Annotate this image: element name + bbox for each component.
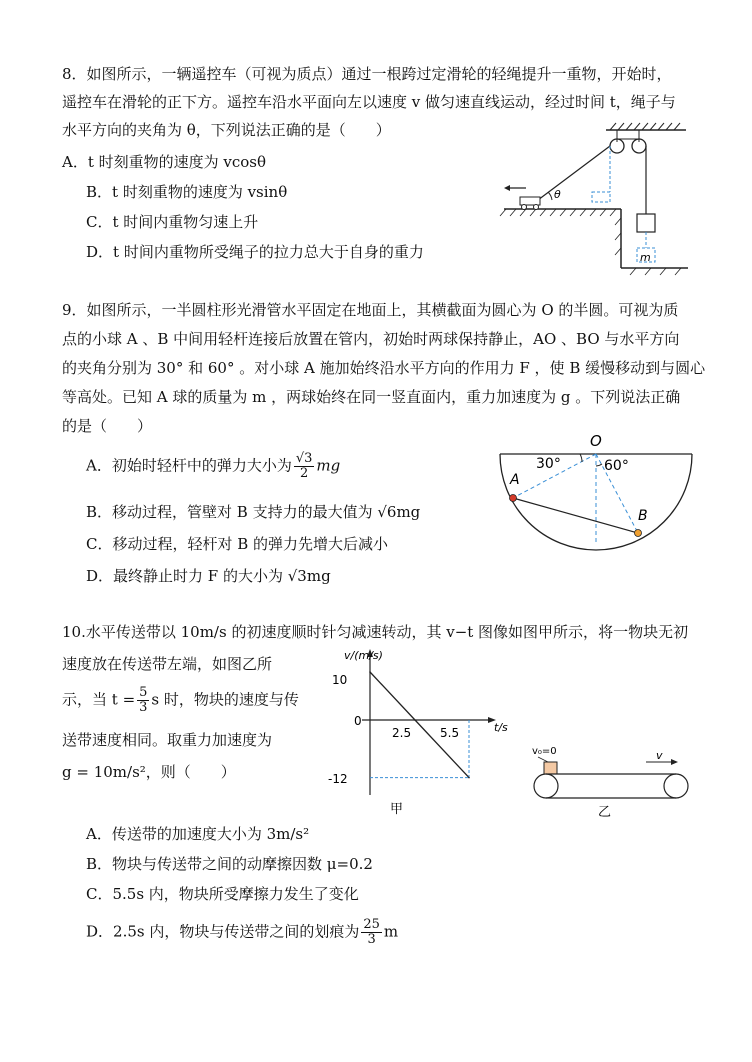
data-point-0 [369, 671, 371, 673]
q9-line-2: 点的小球 A 、B 中间用轻杆连接后放置在管内，初始时两球保持静止，AO 、BO 与水平方向 [62, 330, 680, 348]
tick-x-2.5: 2.5 [392, 726, 412, 740]
q10-time-fraction: $\frac{5}{3}$ [139, 685, 148, 715]
belt-caption-yi: 乙 [598, 805, 612, 820]
q8-option-d[interactable]: D．t 时间内重物所受绳子的拉力总大于自身的重力 [86, 243, 424, 261]
q8-option-a[interactable]: A．t 时刻重物的速度为 vcosθ [62, 153, 267, 171]
q10-line-3: 示，当 t = $\frac{5}{3}$ s 时，物块的速度与传 [62, 685, 299, 715]
graph-caption-jia: 甲 [390, 802, 404, 817]
ball-b [635, 530, 642, 537]
q10-option-b[interactable]: B．物块与传送带之间的动摩擦因数 μ=0.2 [86, 855, 373, 873]
ball-b-label: B [638, 508, 648, 524]
q8-option-c[interactable]: C．t 时间内重物匀速上升 [86, 213, 259, 231]
q10-vt-graph [322, 645, 508, 817]
q8-line-2: 遥控车在滑轮的正下方。遥控车沿水平面向左以速度 v 做匀速直线运动，经过时间 t，绳子与 [62, 93, 676, 111]
q8-option-b[interactable]: B．t 时刻重物的速度为 vsinθ [86, 183, 288, 201]
q8-line-3: 水平方向的夹角为 θ，下列说法正确的是（ ） [62, 121, 391, 139]
q10-option-d[interactable]: D．2.5s 内，物块与传送带之间的划痕为 $\frac{25}{3}$ m [86, 917, 399, 947]
q10-line-5: g = 10m/s²，则（ ） [62, 763, 236, 781]
ball-a-label: A [510, 472, 520, 488]
q9-line-3: 的夹角分别为 30° 和 60° 。对小球 A 施加始终沿水平方向的作用力 F ，使 B 缓慢移动到与圆心 [62, 359, 706, 377]
q10-option-d-fraction: $\frac{25}{3}$ [363, 917, 380, 947]
theta-label: θ [554, 188, 561, 201]
q10-line-4: 送带速度相同。取重力加速度为 [62, 731, 273, 749]
y-axis-label: v/(m/s) [344, 649, 383, 662]
tick-x-5.5: 5.5 [440, 726, 460, 740]
q9-line-1: 9．如图所示，一半圆柱形光滑管水平固定在地面上，其横截面为圆心为 O 的半圆。可视为质 [62, 301, 679, 319]
q9-option-a-unit: mg [316, 456, 341, 475]
block [544, 762, 557, 774]
q10-option-a[interactable]: A．传送带的加速度大小为 3m/s² [86, 825, 310, 843]
velocity-line [370, 672, 469, 778]
q10-line-1: 10.水平传送带以 10m/s 的初速度顺时针匀减速转动，其 v−t 图像如图甲所示，将一物块无初 [62, 623, 689, 641]
data-point-1 [414, 719, 416, 721]
q9-option-a-text: A．初始时轻杆中的弹力大小为 [86, 456, 292, 475]
belt-v-label: v [656, 749, 663, 762]
q9-option-c[interactable]: C．移动过程，轻杆对 B 的弹力先增大后减小 [86, 535, 389, 553]
mass-block [637, 214, 655, 232]
q9-line-4: 等高处。已知 A 球的质量为 m ，两球始终在同一竖直面内，重力加速度为 g 。下列说法正确 [62, 388, 681, 406]
q9-option-a[interactable] [86, 452, 340, 481]
q10-line-2: 速度放在传送带左端，如图乙所 [62, 655, 273, 673]
x-axis-label: t/s [494, 721, 508, 734]
q8-line-1: 8．如图所示，一辆遥控车（可视为质点）通过一根跨过定滑轮的轻绳提升一重物，开始时， [62, 65, 672, 83]
rod-ab [513, 498, 638, 533]
mass-label: m [640, 251, 651, 264]
q9-semicircle-figure [496, 430, 696, 550]
angle-30-label: 30° [536, 456, 561, 472]
tick-origin: 0 [354, 714, 362, 728]
question-9 [62, 296, 706, 441]
q10-option-c[interactable]: C．5.5s 内，物块所受摩擦力发生了变化 [86, 885, 359, 903]
angle-60-label: 60° [604, 458, 629, 474]
remote-car [520, 197, 540, 205]
ball-a [510, 495, 517, 502]
q9-option-d[interactable]: D．最终静止时力 F 的大小为 √3mg [86, 567, 331, 585]
v0-label: v₀=0 [532, 746, 557, 757]
vt-plot-area [369, 671, 470, 778]
tick-y-10: 10 [332, 673, 348, 687]
tick-y-neg12: -12 [328, 772, 348, 786]
q9-line-5: 的是（ ） [62, 417, 153, 435]
q10-conveyor-figure [526, 740, 696, 820]
q9-option-b[interactable]: B．移动过程，管壁对 B 支持力的最大值为 √6mg [86, 503, 421, 521]
q8-pulley-figure [496, 118, 696, 278]
data-point-2 [468, 777, 470, 779]
center-label: O [590, 432, 602, 450]
q9-option-a-fraction: $\frac{√3}{2}$ [295, 451, 313, 481]
